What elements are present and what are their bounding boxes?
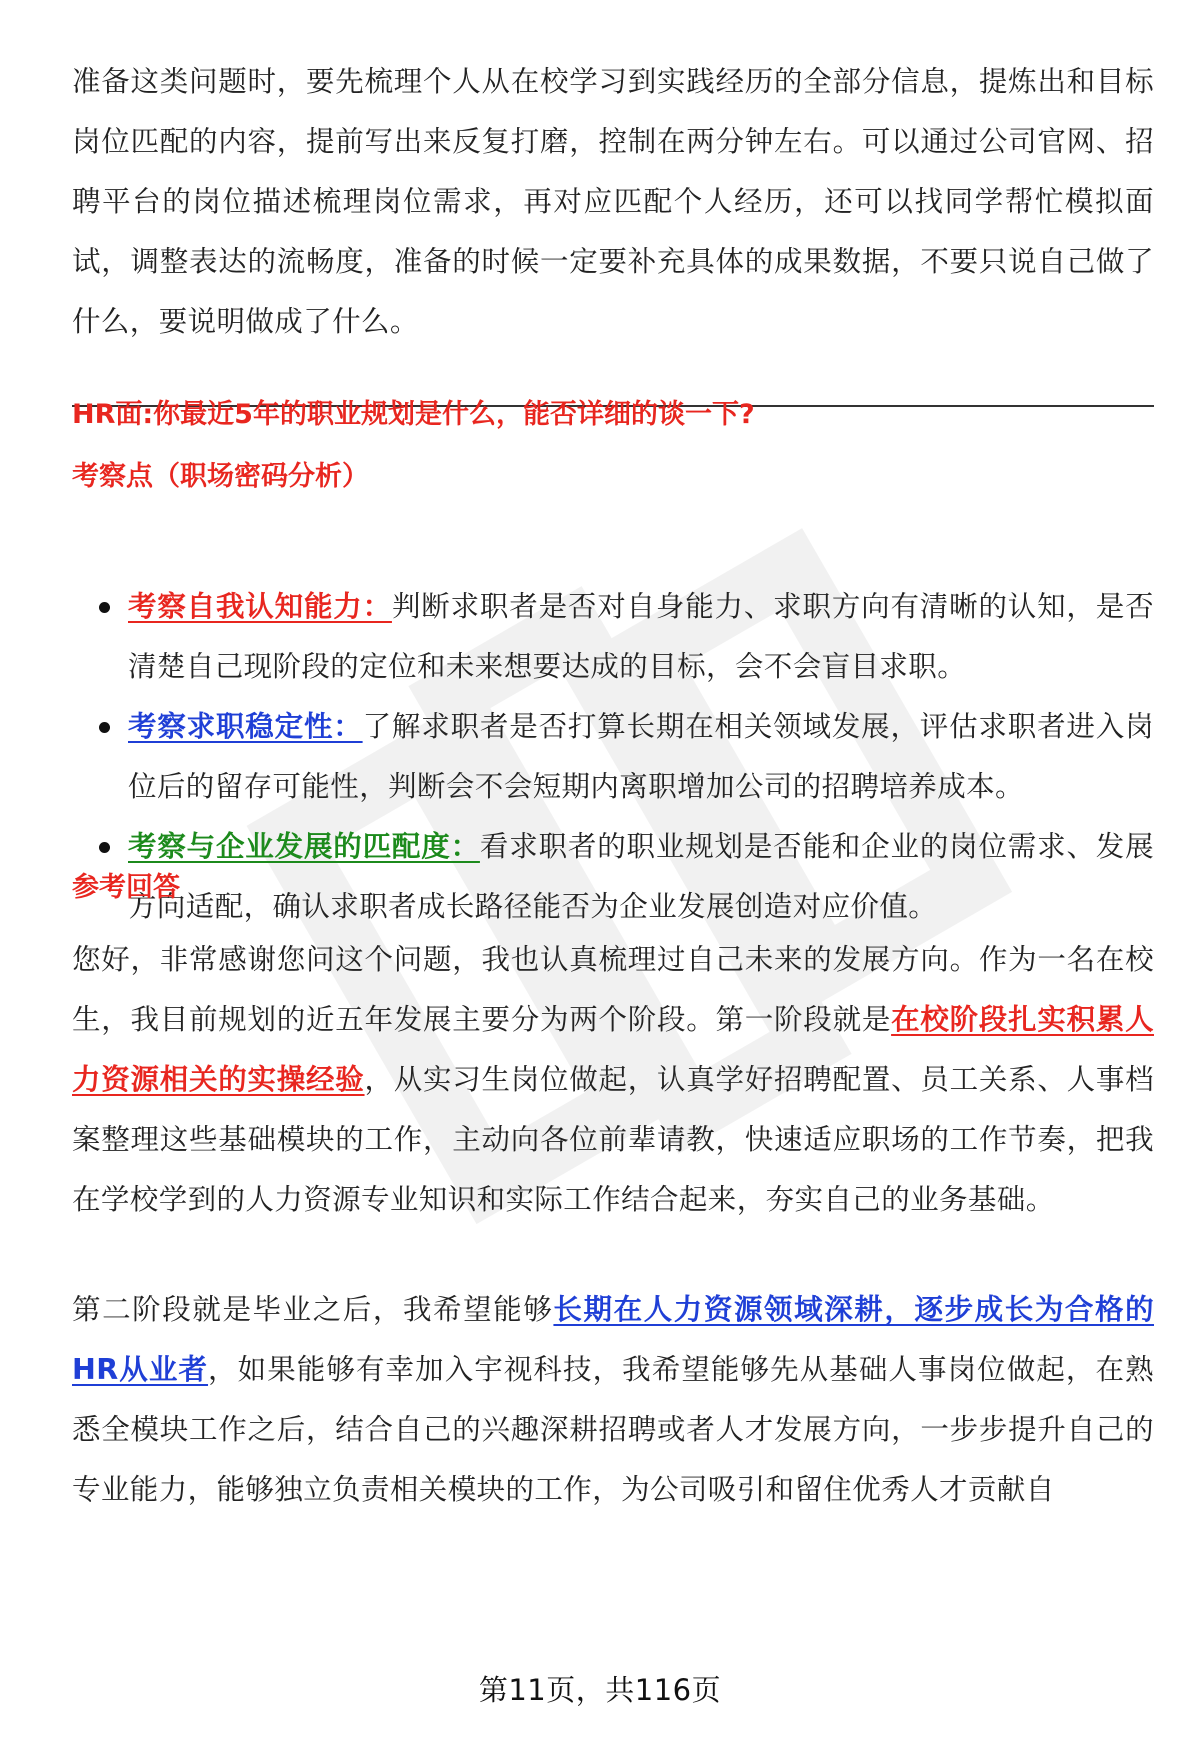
bullet-icon — [99, 842, 110, 853]
bullet-keyword: 考察自我认知能力： — [128, 590, 392, 623]
question-heading: HR面:你最近5年的职业规划是什么，能否详细的谈一下? — [72, 399, 755, 430]
bullet-text: 了解求职者是否打算长期在相关领域发展，评估求职者进入岗位后的留存可能性，判断会不会短期内离职增加公司的招聘培养成本。 — [128, 710, 1154, 803]
intro-paragraph: 准备这类问题时，要先梳理个人从在校学习到实践经历的全部分信息，提炼出和目标岗位匹配的内容，提前写出来反复打磨，控制在两分钟左右。可以通过公司官网、招聘平台的岗位描述梳理岗位需求，再对应匹配个人经历，还可以找同学帮忙模拟面试，调整表达的流畅度，准备的时候一定要补充具体的成果数据，不要只说自己做了什么，要说明做成了什么。 — [72, 65, 1154, 338]
answer-text: 您好，非常感谢您问这个问题，我也认真梳理过自己未来的发展方向。作为一名在校生，我目前规划的近五年发展主要分为两个阶段。第一阶段就是 — [72, 943, 1154, 1036]
answer-paragraph-2 — [72, 1280, 1154, 1520]
answer-paragraph-1 — [72, 930, 1154, 1230]
bullet-text: 看求职者的职业规划是否能和企业的岗位需求、发展方向适配，确认求职者成长路径能否为企业发展创造对应价值。 — [128, 830, 1154, 923]
bullet-text: 判断求职者是否对自身能力、求职方向有清晰的认知，是否清楚自己现阶段的定位和未来想要达成的目标，会不会盲目求职。 — [128, 590, 1154, 683]
list-item — [72, 697, 1154, 817]
bullet-icon — [99, 722, 110, 733]
answer-text: 第二阶段就是毕业之后，我希望能够 — [72, 1293, 554, 1326]
analysis-list — [72, 577, 1154, 937]
answer-highlight: 长期在人力资源领域深耕，逐步成长为合格的HR从业者 — [72, 1293, 1154, 1386]
bullet-keyword: 考察求职稳定性： — [128, 710, 363, 743]
bullet-icon — [99, 602, 110, 613]
answer-text: ，从实习生岗位做起，认真学好招聘配置、员工关系、人事档案整理这些基础模块的工作，主动向各位前辈请教，快速适应职场的工作节奏，把我在学校学到的人力资源专业知识和实际工作结合起来，夯实自己的业务基础。 — [72, 1063, 1154, 1216]
bullet-keyword: 考察与企业发展的匹配度： — [128, 830, 480, 863]
list-item — [72, 817, 1154, 937]
page-number: 第11页，共116页 — [478, 1673, 722, 1707]
answer-highlight: 在校阶段扎实积累人力资源相关的实操经验 — [72, 1003, 1154, 1096]
list-item — [72, 577, 1154, 697]
answer-heading: 参考回答 — [72, 872, 180, 903]
answer-text: ，如果能够有幸加入宇视科技，我希望能够先从基础人事岗位做起，在熟悉全模块工作之后，结合自己的兴趣深耕招聘或者人才发展方向，一步步提升自己的专业能力，能够独立负责相关模块的工作，为公司吸引和留住优秀人才贡献自 — [72, 1353, 1154, 1506]
analysis-heading: 考察点（职场密码分析） — [72, 461, 369, 492]
